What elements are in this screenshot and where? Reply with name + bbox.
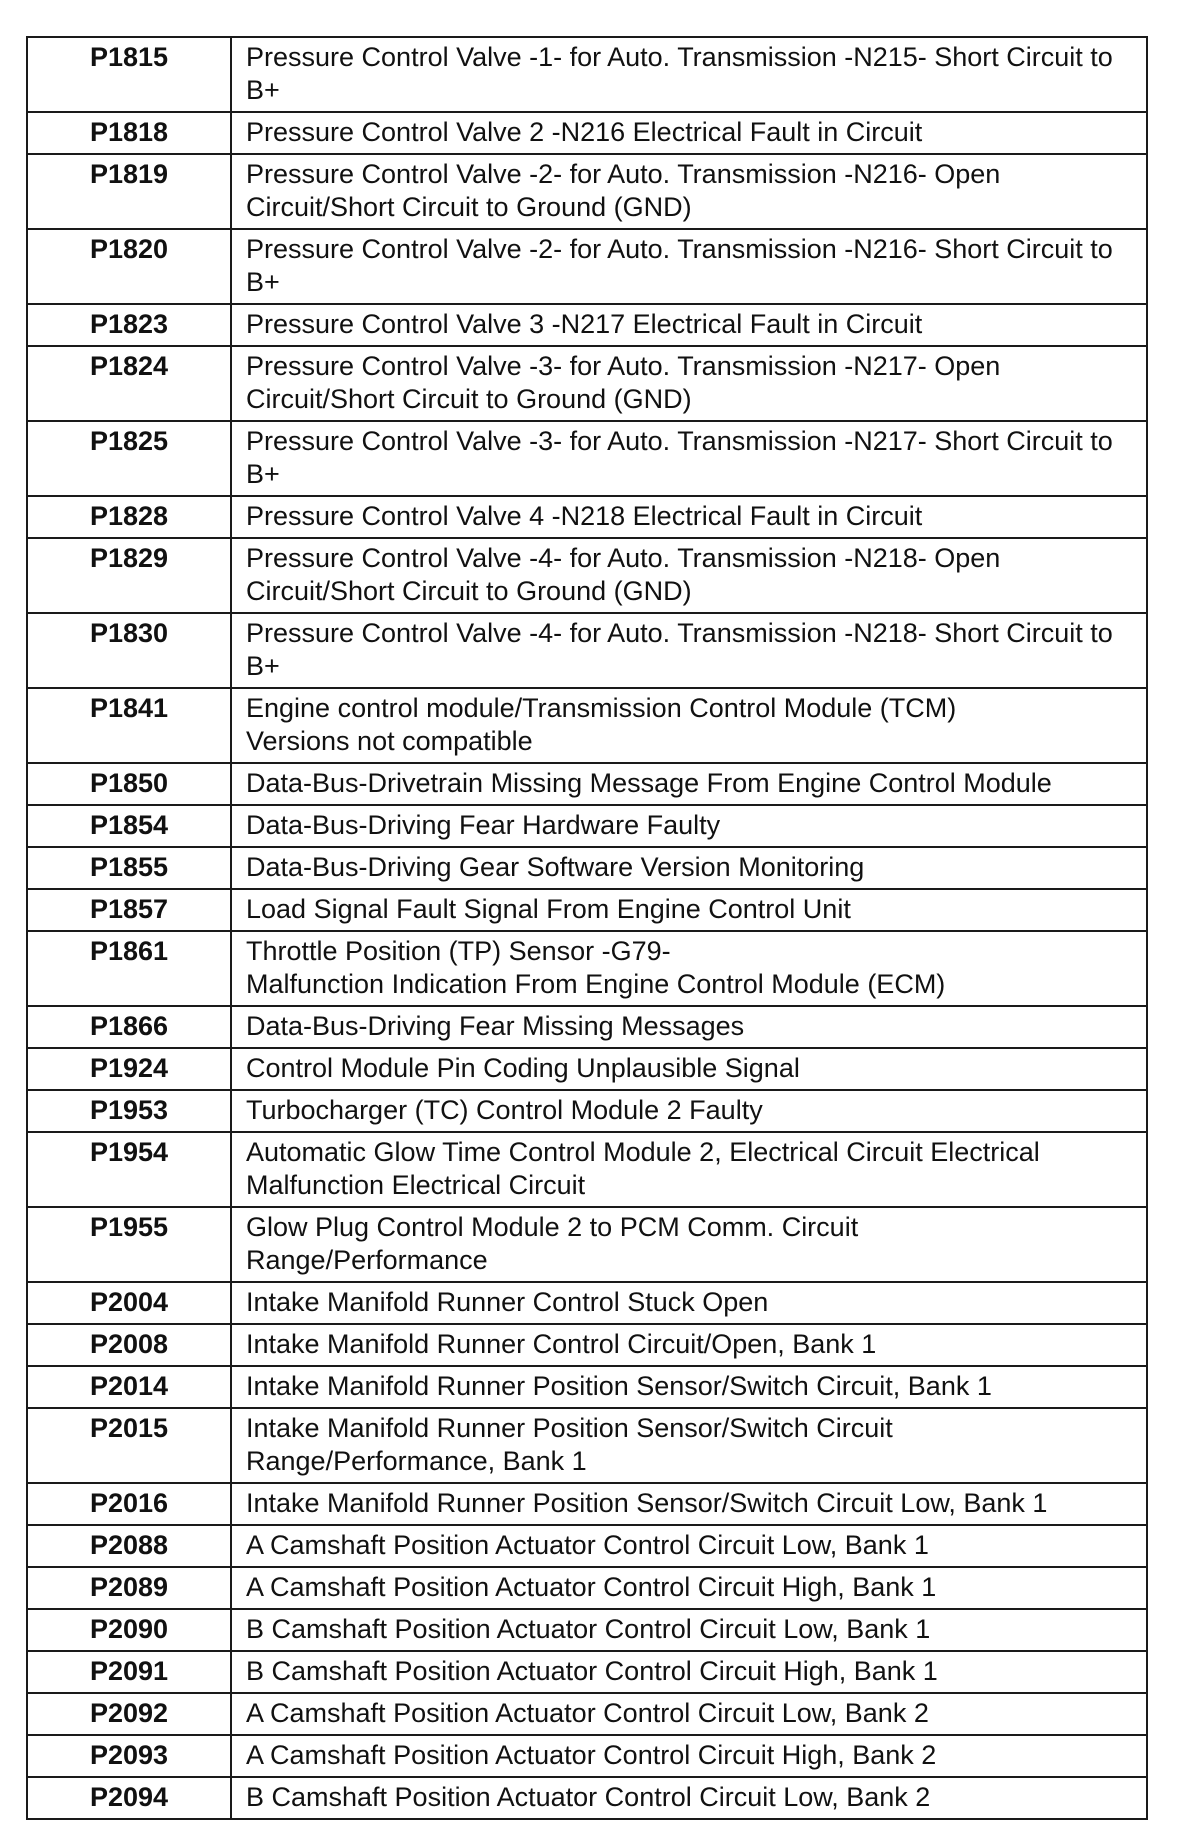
dtc-code-cell: P1861 xyxy=(27,931,231,1006)
table-row xyxy=(27,889,1147,931)
dtc-description-cell: A Camshaft Position Actuator Control Circuit Low, Bank 1 xyxy=(231,1525,1147,1567)
dtc-code-cell: P1841 xyxy=(27,688,231,763)
dtc-description-cell: Control Module Pin Coding Unplausible Signal xyxy=(231,1048,1147,1090)
dtc-code-cell: P1820 xyxy=(27,229,231,304)
dtc-code-cell: P1824 xyxy=(27,346,231,421)
table-row xyxy=(27,847,1147,889)
dtc-code-cell: P1818 xyxy=(27,112,231,154)
table-row xyxy=(27,1735,1147,1777)
dtc-code-cell: P2004 xyxy=(27,1282,231,1324)
table-row xyxy=(27,1090,1147,1132)
table-row xyxy=(27,1693,1147,1735)
dtc-description-cell: Engine control module/Transmission Control Module (TCM) Versions not compatible xyxy=(231,688,1147,763)
dtc-code-cell: P1855 xyxy=(27,847,231,889)
table-row xyxy=(27,1525,1147,1567)
table-row xyxy=(27,346,1147,421)
dtc-code-cell: P2016 xyxy=(27,1483,231,1525)
table-row xyxy=(27,154,1147,229)
dtc-code-cell: P2093 xyxy=(27,1735,231,1777)
table-row xyxy=(27,1609,1147,1651)
dtc-code-table xyxy=(26,36,1148,1820)
dtc-code-cell: P2092 xyxy=(27,1693,231,1735)
dtc-code-cell: P1829 xyxy=(27,538,231,613)
dtc-code-cell: P1953 xyxy=(27,1090,231,1132)
dtc-table-body xyxy=(27,37,1147,1819)
dtc-description-cell: A Camshaft Position Actuator Control Circuit High, Bank 1 xyxy=(231,1567,1147,1609)
dtc-description-cell: Intake Manifold Runner Position Sensor/Switch Circuit Range/Performance, Bank 1 xyxy=(231,1408,1147,1483)
dtc-description-cell: Load Signal Fault Signal From Engine Control Unit xyxy=(231,889,1147,931)
dtc-description-cell: Pressure Control Valve -3- for Auto. Transmission -N217- Short Circuit to B+ xyxy=(231,421,1147,496)
dtc-description-cell: Automatic Glow Time Control Module 2, Electrical Circuit Electrical Malfunction Electrical Circuit xyxy=(231,1132,1147,1207)
dtc-description-cell: Data-Bus-Drivetrain Missing Message From Engine Control Module xyxy=(231,763,1147,805)
table-row xyxy=(27,763,1147,805)
dtc-description-cell: A Camshaft Position Actuator Control Circuit High, Bank 2 xyxy=(231,1735,1147,1777)
dtc-code-cell: P2088 xyxy=(27,1525,231,1567)
table-row xyxy=(27,538,1147,613)
dtc-code-cell: P2089 xyxy=(27,1567,231,1609)
dtc-code-cell: P1955 xyxy=(27,1207,231,1282)
table-row xyxy=(27,1006,1147,1048)
dtc-description-cell: A Camshaft Position Actuator Control Circuit Low, Bank 2 xyxy=(231,1693,1147,1735)
dtc-code-cell: P1954 xyxy=(27,1132,231,1207)
table-row xyxy=(27,37,1147,112)
table-row xyxy=(27,1132,1147,1207)
dtc-code-cell: P1854 xyxy=(27,805,231,847)
dtc-description-cell: Pressure Control Valve 4 -N218 Electrical Fault in Circuit xyxy=(231,496,1147,538)
dtc-description-cell: Pressure Control Valve -2- for Auto. Transmission -N216- Short Circuit to B+ xyxy=(231,229,1147,304)
table-row xyxy=(27,805,1147,847)
table-row xyxy=(27,496,1147,538)
table-row xyxy=(27,688,1147,763)
dtc-description-cell: Pressure Control Valve -2- for Auto. Transmission -N216- Open Circuit/Short Circuit to Ground (GND) xyxy=(231,154,1147,229)
dtc-description-cell: Pressure Control Valve -4- for Auto. Transmission -N218- Open Circuit/Short Circuit to Ground (GND) xyxy=(231,538,1147,613)
dtc-code-cell: P1815 xyxy=(27,37,231,112)
table-row xyxy=(27,112,1147,154)
dtc-code-cell: P1819 xyxy=(27,154,231,229)
dtc-code-cell: P2094 xyxy=(27,1777,231,1819)
dtc-description-cell: B Camshaft Position Actuator Control Circuit Low, Bank 1 xyxy=(231,1609,1147,1651)
table-row xyxy=(27,1483,1147,1525)
dtc-code-cell: P1857 xyxy=(27,889,231,931)
table-row xyxy=(27,1777,1147,1819)
table-row xyxy=(27,1207,1147,1282)
dtc-description-cell: Intake Manifold Runner Control Stuck Open xyxy=(231,1282,1147,1324)
dtc-description-cell: Intake Manifold Runner Position Sensor/Switch Circuit, Bank 1 xyxy=(231,1366,1147,1408)
dtc-code-cell: P1828 xyxy=(27,496,231,538)
dtc-code-cell: P1830 xyxy=(27,613,231,688)
dtc-code-cell: P1866 xyxy=(27,1006,231,1048)
table-row xyxy=(27,421,1147,496)
dtc-description-cell: Pressure Control Valve -4- for Auto. Transmission -N218- Short Circuit to B+ xyxy=(231,613,1147,688)
dtc-description-cell: Pressure Control Valve 2 -N216 Electrical Fault in Circuit xyxy=(231,112,1147,154)
dtc-code-cell: P1924 xyxy=(27,1048,231,1090)
table-row xyxy=(27,931,1147,1006)
table-row xyxy=(27,1567,1147,1609)
dtc-description-cell: Throttle Position (TP) Sensor -G79- Malfunction Indication From Engine Control Module (ECM) xyxy=(231,931,1147,1006)
dtc-code-cell: P1850 xyxy=(27,763,231,805)
dtc-description-cell: Data-Bus-Driving Fear Hardware Faulty xyxy=(231,805,1147,847)
dtc-description-cell: Pressure Control Valve -3- for Auto. Transmission -N217- Open Circuit/Short Circuit to Ground (GND) xyxy=(231,346,1147,421)
dtc-description-cell: Data-Bus-Driving Gear Software Version Monitoring xyxy=(231,847,1147,889)
table-row xyxy=(27,1651,1147,1693)
table-row xyxy=(27,1282,1147,1324)
dtc-code-cell: P1825 xyxy=(27,421,231,496)
table-row xyxy=(27,613,1147,688)
table-row xyxy=(27,1048,1147,1090)
table-row xyxy=(27,1408,1147,1483)
table-row xyxy=(27,229,1147,304)
table-row xyxy=(27,1366,1147,1408)
dtc-description-cell: Pressure Control Valve -1- for Auto. Transmission -N215- Short Circuit to B+ xyxy=(231,37,1147,112)
dtc-code-cell: P2015 xyxy=(27,1408,231,1483)
dtc-description-cell: Turbocharger (TC) Control Module 2 Faulty xyxy=(231,1090,1147,1132)
dtc-code-cell: P2091 xyxy=(27,1651,231,1693)
table-row xyxy=(27,1324,1147,1366)
dtc-description-cell: Glow Plug Control Module 2 to PCM Comm. Circuit Range/Performance xyxy=(231,1207,1147,1282)
dtc-code-cell: P1823 xyxy=(27,304,231,346)
dtc-code-cell: P2014 xyxy=(27,1366,231,1408)
dtc-description-cell: Pressure Control Valve 3 -N217 Electrical Fault in Circuit xyxy=(231,304,1147,346)
dtc-description-cell: Data-Bus-Driving Fear Missing Messages xyxy=(231,1006,1147,1048)
dtc-description-cell: Intake Manifold Runner Control Circuit/Open, Bank 1 xyxy=(231,1324,1147,1366)
dtc-description-cell: Intake Manifold Runner Position Sensor/Switch Circuit Low, Bank 1 xyxy=(231,1483,1147,1525)
dtc-code-cell: P2090 xyxy=(27,1609,231,1651)
dtc-description-cell: B Camshaft Position Actuator Control Circuit High, Bank 1 xyxy=(231,1651,1147,1693)
dtc-code-cell: P2008 xyxy=(27,1324,231,1366)
dtc-description-cell: B Camshaft Position Actuator Control Circuit Low, Bank 2 xyxy=(231,1777,1147,1819)
table-row xyxy=(27,304,1147,346)
